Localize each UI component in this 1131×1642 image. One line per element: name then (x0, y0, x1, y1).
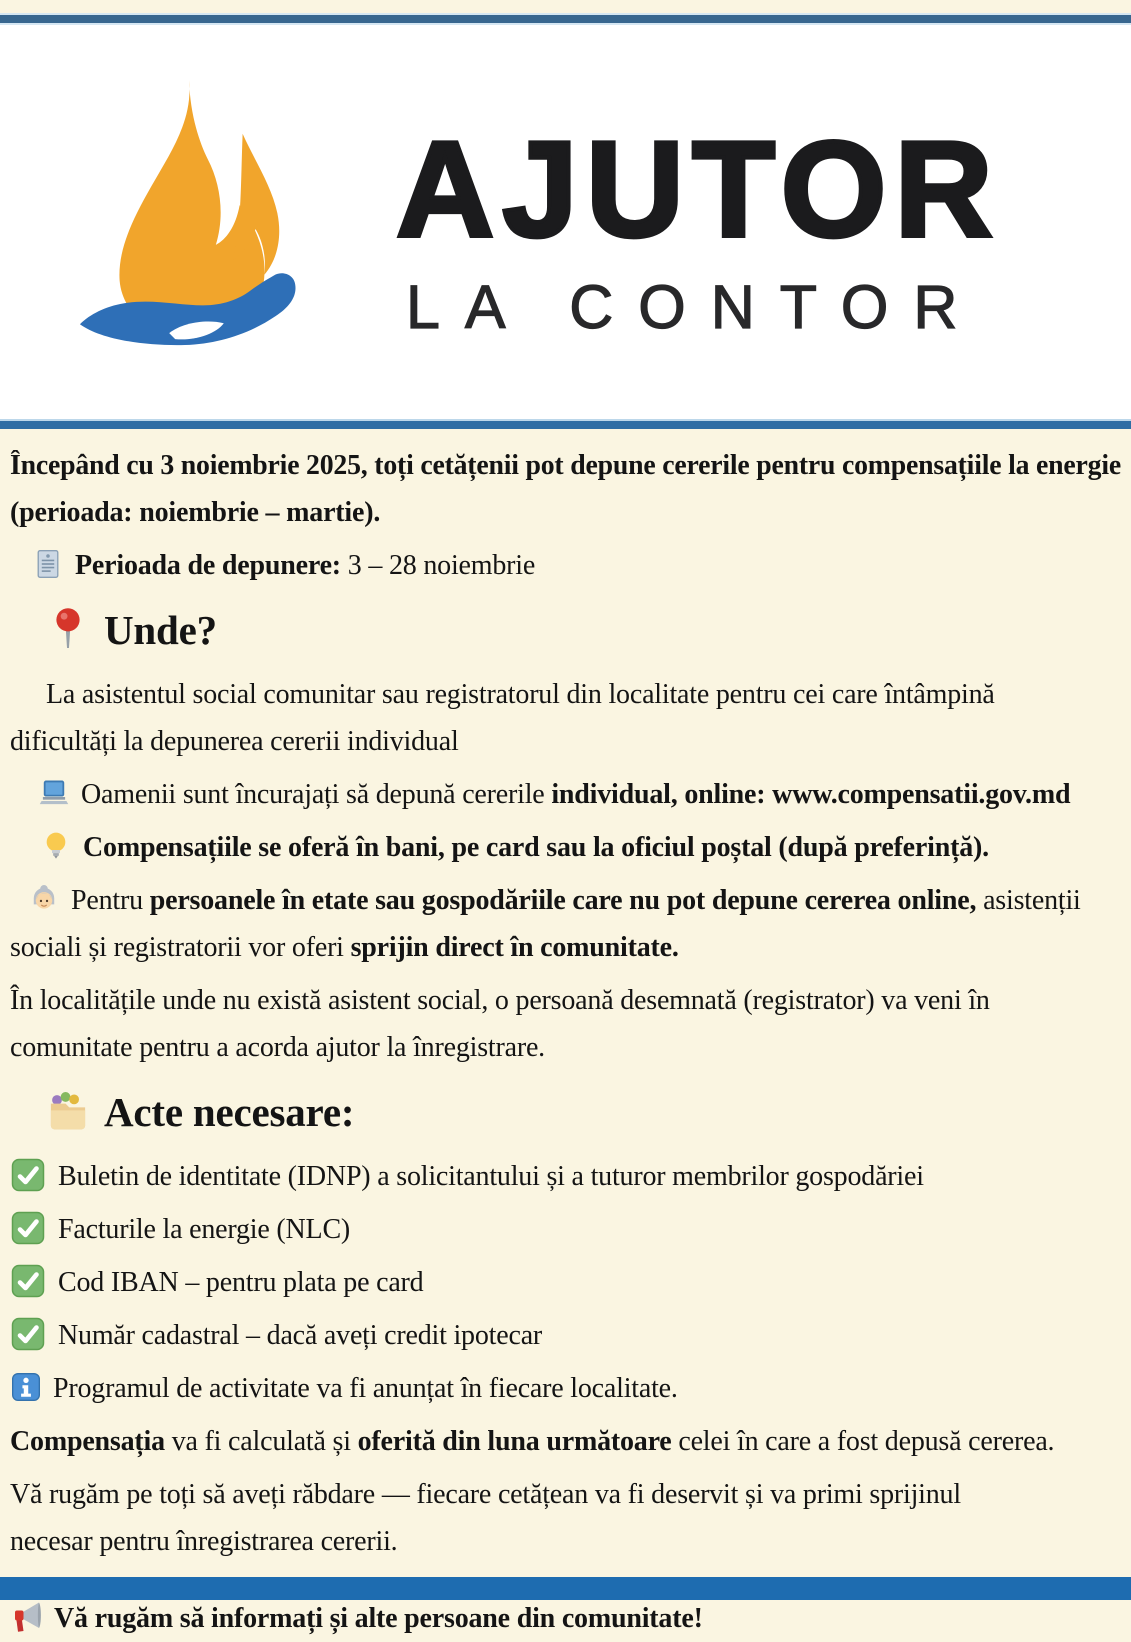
doc-item-invoices (10, 1206, 1121, 1253)
text-segment: Cod IBAN – pentru plata pe card (58, 1267, 424, 1298)
text-segment: (perioada: noiembrie – martie). (10, 497, 381, 528)
text-segment: 3 – 28 noiembrie (340, 550, 536, 581)
schedule-info (10, 1365, 1121, 1412)
brand-subtitle: LA CONTOR (406, 273, 983, 341)
documents-heading (10, 1081, 1121, 1143)
doc-item-iban (10, 1259, 1121, 1306)
text-segment: Pentru (71, 885, 150, 916)
check-icon (10, 1157, 46, 1193)
compensation-form (10, 824, 1121, 871)
compensation-calculation (10, 1418, 1121, 1465)
patience-note (10, 1471, 1121, 1565)
text-segment: sociali și registratorii vor oferi (10, 932, 351, 963)
inform-others (10, 1595, 1121, 1642)
page-icon (32, 548, 64, 580)
folder-icon (46, 1089, 90, 1133)
elderly-support (10, 877, 1121, 971)
text-segment: Buletin de identitate (IDNP) a solicitantului și a tuturor membrilor gospodăriei (58, 1161, 924, 1192)
top-cream-strip (0, 0, 1131, 13)
text-segment: Programul de activitate va fi anunțat în fiecare localitate. (53, 1373, 678, 1404)
text-segment: Vă rugăm să informați și alte persoane din comunitate! (54, 1603, 703, 1634)
doc-item-identity (10, 1153, 1121, 1200)
text-segment: va fi calculată și (164, 1426, 358, 1457)
text-segment: comunitate pentru a acorda ajutor la înregistrare. (10, 1032, 545, 1063)
text-segment: Compensația (10, 1426, 165, 1457)
text-segment: dificultăți la depunerea cererii individual (10, 726, 459, 757)
footer-blue-bar (0, 1577, 1131, 1600)
text-segment: La asistentul social comunitar sau registratorul din localitate pentru cei care întâmpină (46, 679, 995, 710)
bulb-icon (40, 830, 72, 862)
text-segment: individual, online: www.compensatii.gov.md (551, 779, 1071, 810)
doc-item-cadastral (10, 1312, 1121, 1359)
online-submission (10, 771, 1121, 818)
where-detail (10, 671, 1121, 765)
text-segment: persoanele în etate sau gospodăriile care nu pot depune cererea online, (149, 885, 977, 916)
megaphone-icon (10, 1599, 46, 1635)
content-paragraphs (0, 429, 1131, 1642)
text-segment: Perioada de depunere: (75, 550, 341, 581)
pushpin-icon (46, 607, 90, 651)
text-segment: Începând cu 3 noiembrie 2025, toți cetățenii pot depune cererile pentru compensațiile la energie (10, 450, 1121, 481)
info-icon (10, 1371, 42, 1403)
text-segment: sprijin direct în comunitate. (350, 932, 679, 963)
submission-period (10, 542, 1121, 589)
check-icon (10, 1316, 46, 1352)
check-icon (10, 1210, 46, 1246)
text-segment: necesar pentru înregistrarea cererii. (10, 1526, 398, 1557)
text-segment: Acte necesare: (104, 1089, 355, 1135)
text-segment: celei în care a fost depusă cererea. (671, 1426, 1055, 1457)
text-segment: Facturile la energie (NLC) (58, 1214, 351, 1245)
intro-paragraph (10, 442, 1121, 536)
flame-hand-logo (72, 75, 320, 375)
brand-title: AJUTOR (396, 113, 1001, 265)
text-segment: oferită din luna următoare (357, 1426, 672, 1457)
where-heading (10, 599, 1121, 661)
text-segment: Compensațiile se oferă în bani, pe card sau la oficiul poștal (după preferință). (83, 832, 989, 863)
text-segment: În localitățile unde nu există asistent social, o persoană desemnată (registrator) va veni în (10, 985, 990, 1016)
text-segment: Oamenii sunt încurajați să depună cererile (81, 779, 552, 810)
separator-blue-bar (0, 419, 1131, 429)
text-segment: asistenții (976, 885, 1081, 916)
elderly-woman-icon (28, 883, 60, 915)
no-social-worker-note (10, 977, 1121, 1071)
laptop-icon (38, 777, 70, 809)
text-segment: Număr cadastral – dacă aveți credit ipotecar (58, 1320, 543, 1351)
brand-wordmark (396, 113, 1076, 341)
check-icon (10, 1263, 46, 1299)
top-blue-bar (0, 13, 1131, 25)
logo-section (0, 25, 1131, 419)
text-segment: Vă rugăm pe toți să aveți răbdare — fiecare cetățean va fi deservit și va primi sprijinul (10, 1479, 961, 1510)
text-segment: Unde? (104, 607, 217, 653)
